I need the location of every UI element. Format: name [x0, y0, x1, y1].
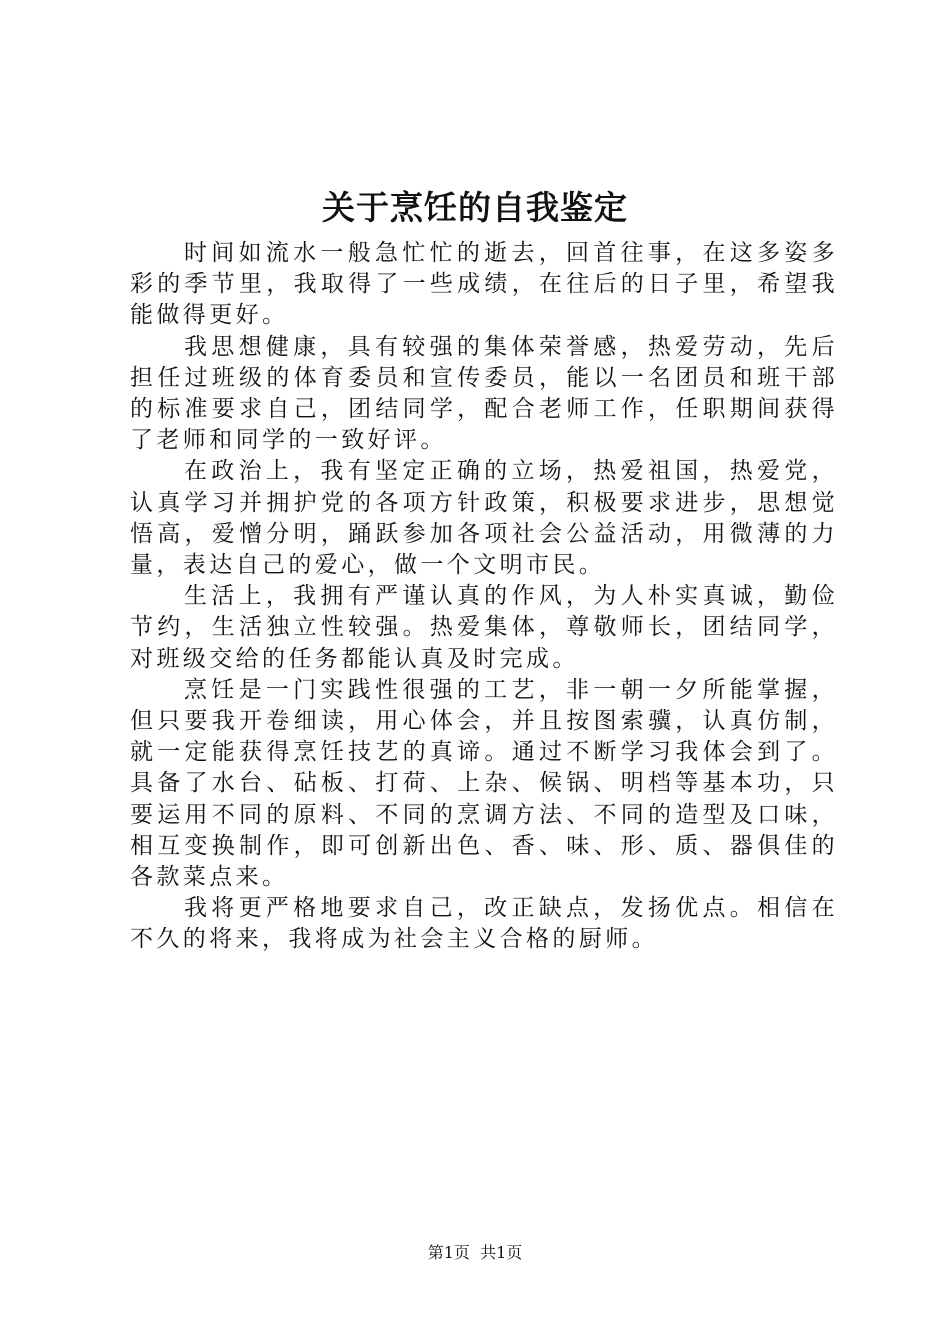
paragraph-life: 生活上，我拥有严谨认真的作风，为人朴实真诚，勤俭节约，生活独立性较强。热爱集体，尊敬师长，团结同学，对班级交给的任务都能认真及时完成。	[130, 583, 838, 672]
page-footer	[0, 1242, 950, 1264]
paragraph-politics: 在政治上，我有坚定正确的立场，热爱祖国，热爱党，认真学习并拥护党的各项方针政策，积极要求进步，思想觉悟高，爱憎分明，踊跃参加各项社会公益活动，用微薄的力量，表达自己的爱心，做一个文明市民。	[130, 458, 838, 579]
paragraph-intro: 时间如流水一般急忙忙的逝去，回首往事，在这多姿多彩的季节里，我取得了一些成绩，在往后的日子里，希望我能做得更好。	[130, 240, 838, 329]
document-body	[130, 238, 838, 956]
page-total: 共1页	[480, 1243, 523, 1262]
paragraph-character: 我思想健康，具有较强的集体荣誉感，热爱劳动，先后担任过班级的体育委员和宣传委员，能以一名团员和班干部的标准要求自己，团结同学，配合老师工作，任职期间获得了老师和同学的一致好评。	[130, 333, 838, 454]
paragraph-conclusion: 我将更严格地要求自己，改正缺点，发扬优点。相信在不久的将来，我将成为社会主义合格的厨师。	[130, 895, 838, 953]
page-number: 第1页	[427, 1243, 470, 1262]
paragraph-cooking: 烹饪是一门实践性很强的工艺，非一朝一夕所能掌握，但只要我开卷细读，用心体会，并且按图索骥，认真仿制，就一定能获得烹饪技艺的真谛。通过不断学习我体会到了。具备了水台、砧板、打荷、上杂、候锅、明档等基本功，只要运用不同的原料、不同的烹调方法、不同的造型及口味，相互变换制作，即可创新出色、香、味、形、质、器俱佳的各款菜点来。	[130, 676, 838, 891]
document-title: 关于烹饪的自我鉴定	[322, 188, 628, 227]
